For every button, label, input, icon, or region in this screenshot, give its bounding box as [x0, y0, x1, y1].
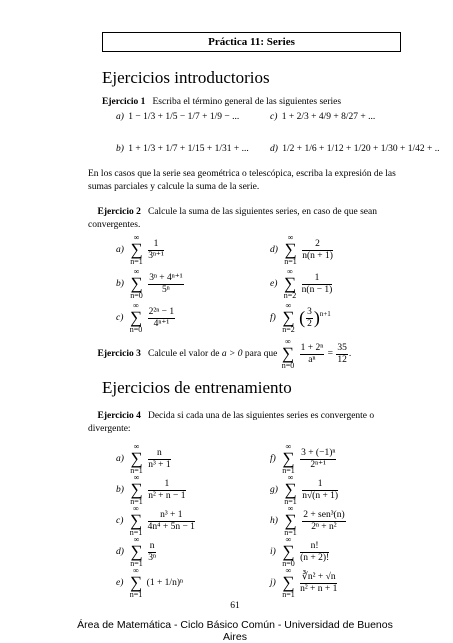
ex4-item-b: b) ∞ ∑ n=1 $\frac{1}{\text{n² + n − 1}}$ — [116, 473, 186, 506]
ex3-label: Ejercicio 3 — [97, 349, 141, 360]
ex4-label: Ejercicio 4 — [97, 411, 141, 421]
ex1-label: Ejercicio 1 — [102, 97, 146, 107]
page-title: Práctica 11: Series — [208, 36, 295, 48]
ex1-item-b: b) 1 + 1/3 + 1/7 + 1/15 + 1/31 + ... — [116, 144, 249, 155]
ex2-item-a: a) ∞ ∑ n=1 $\frac{1}{\text{3ⁿ⁺¹}}$ — [116, 233, 164, 266]
ex1-a-expr: 1 − 1/3 + 1/5 − 1/7 + 1/9 − ... — [128, 112, 240, 122]
sum-symbol: ∞ ∑ n=1 — [284, 473, 297, 506]
ex2-statement — [88, 206, 400, 232]
ex1-item-c: c) 1 + 2/3 + 4/9 + 8/27 + ... — [270, 112, 376, 123]
sum-symbol: ∞ ∑ n=0 — [282, 535, 295, 568]
ex4-item-j: j) ∞ ∑ n=1 $\frac{\text{∛n² + √n}}{\text{n² + n + 1}}$ — [270, 566, 338, 599]
section-training-heading: Ejercicios de entrenamiento — [102, 378, 292, 397]
sum-symbol: ∞ ∑ n=2 — [282, 301, 295, 334]
ex2-label: Ejercicio 2 — [97, 207, 141, 217]
ex4-item-e: e) ∞ ∑ n=1 (1 + 1/n)ⁿ — [116, 566, 183, 599]
sum-symbol: ∞ ∑ n=1 — [284, 233, 297, 266]
ex2-item-e: e) ∞ ∑ n=2 $\frac{1}{n(n - 1)}$ — [270, 267, 333, 300]
ex3-statement: Ejercicio 3 Calcule el valor de a > 0 para que ∞ ∑ n=0 $\frac{\text{1 + 2ⁿ}}{\text{aⁿ}}$ = $\frac{35}{12}$ . — [97, 337, 352, 370]
sum-symbol: ∞ ∑ n=1 — [130, 473, 143, 506]
ex4-item-g: g) ∞ ∑ n=1 $\frac{1}{n√(n + 1)}$ — [270, 473, 339, 506]
ex4-item-h: h) ∞ ∑ n=1 $\frac{\text{2 + sen³(n)}}{\text{2ⁿ + n²}}$ — [270, 504, 345, 537]
sum-symbol: ∞ ∑ n=1 — [130, 535, 143, 568]
sum-symbol: ∞ ∑ n=0 — [130, 267, 143, 300]
ex4-statement — [88, 410, 400, 436]
ex2-item-f: f) ∞ ∑ n=2 ( $\frac{3}{2}$ )$^{n+1}$ — [270, 301, 331, 334]
ex1-text: Escriba el término general de las siguientes series — [152, 97, 342, 107]
ex1-item-d: d) 1/2 + 1/6 + 1/12 + 1/20 + 1/30 + 1/42 + .. — [270, 144, 440, 155]
section-intro-heading: Ejercicios introductorios — [102, 68, 270, 87]
ex1-c-expr: 1 + 2/3 + 4/9 + 8/27 + ... — [281, 112, 376, 122]
ex1-d-expr: 1/2 + 1/6 + 1/12 + 1/20 + 1/30 + 1/42 + .. — [282, 144, 440, 154]
sum-symbol: ∞ ∑ n=0 — [281, 337, 295, 370]
ex4-text: Decida si cada una de las siguientes series es convergente o divergente: — [88, 411, 375, 434]
page-title-box — [102, 32, 401, 52]
ex1-b-expr: 1 + 1/3 + 1/7 + 1/15 + 1/31 + ... — [128, 144, 249, 154]
ex1-note: En los casos que la serie sea geométrica o telescópica, escriba la expresión de las sumas parciales y calcule la suma de la serie. — [88, 169, 396, 192]
footer-text: Área de Matemática - Ciclo Básico Común - Universidad de Buenos Aires — [77, 619, 393, 643]
ex1-statement — [102, 96, 402, 109]
sum-symbol: ∞ ∑ n=2 — [283, 267, 297, 300]
sum-symbol: ∞ ∑ n=1 — [282, 442, 295, 475]
ex2-item-b: b) ∞ ∑ n=0 $\frac{\text{3ⁿ + 4ⁿ⁺¹}}{\text{5ⁿ}}$ — [116, 267, 183, 300]
ex1-item-a: a) 1 − 1/3 + 1/5 − 1/7 + 1/9 − ... — [116, 112, 240, 123]
ex2-item-c: c) ∞ ∑ n=0 $\frac{\text{2²ⁿ − 1}}{\text{4ⁿ⁺¹}}$ — [116, 301, 175, 334]
sum-symbol: ∞ ∑ n=1 — [284, 504, 297, 537]
sum-symbol: ∞ ∑ n=1 — [129, 504, 143, 537]
ex4-item-i: i) ∞ ∑ n=0 $\frac{n!}{(n + 2)!}$ — [270, 535, 330, 568]
sum-symbol: ∞ ∑ n=1 — [130, 233, 143, 266]
page-number: 61 — [230, 601, 240, 611]
ex2-text: Calcule la suma de las siguientes series, en caso de que sean convergentes. — [88, 207, 377, 230]
sum-symbol: ∞ ∑ n=0 — [129, 301, 143, 334]
ex4-item-c: c) ∞ ∑ n=1 $\frac{\text{n³ + 1}}{\text{4n⁴ + 5n − 1}}$ — [116, 504, 195, 537]
ex4-item-a: a) ∞ ∑ n=1 $\frac{n}{\text{n³ + 1}}$ — [116, 442, 171, 475]
sum-symbol: ∞ ∑ n=1 — [130, 442, 143, 475]
sum-symbol: ∞ ∑ n=1 — [129, 566, 143, 599]
ex4-item-d: d) ∞ ∑ n=1 $\frac{n}{\text{3ⁿ}}$ — [116, 535, 156, 568]
sum-symbol: ∞ ∑ n=1 — [282, 566, 295, 599]
ex4-item-f: f) ∞ ∑ n=1 $\frac{\text{3 + (−1)ⁿ}}{\text{2ⁿ⁺¹}}$ — [270, 442, 336, 475]
ex2-item-d: d) ∞ ∑ n=1 $\frac{2}{n(n + 1)}$ — [270, 233, 333, 266]
